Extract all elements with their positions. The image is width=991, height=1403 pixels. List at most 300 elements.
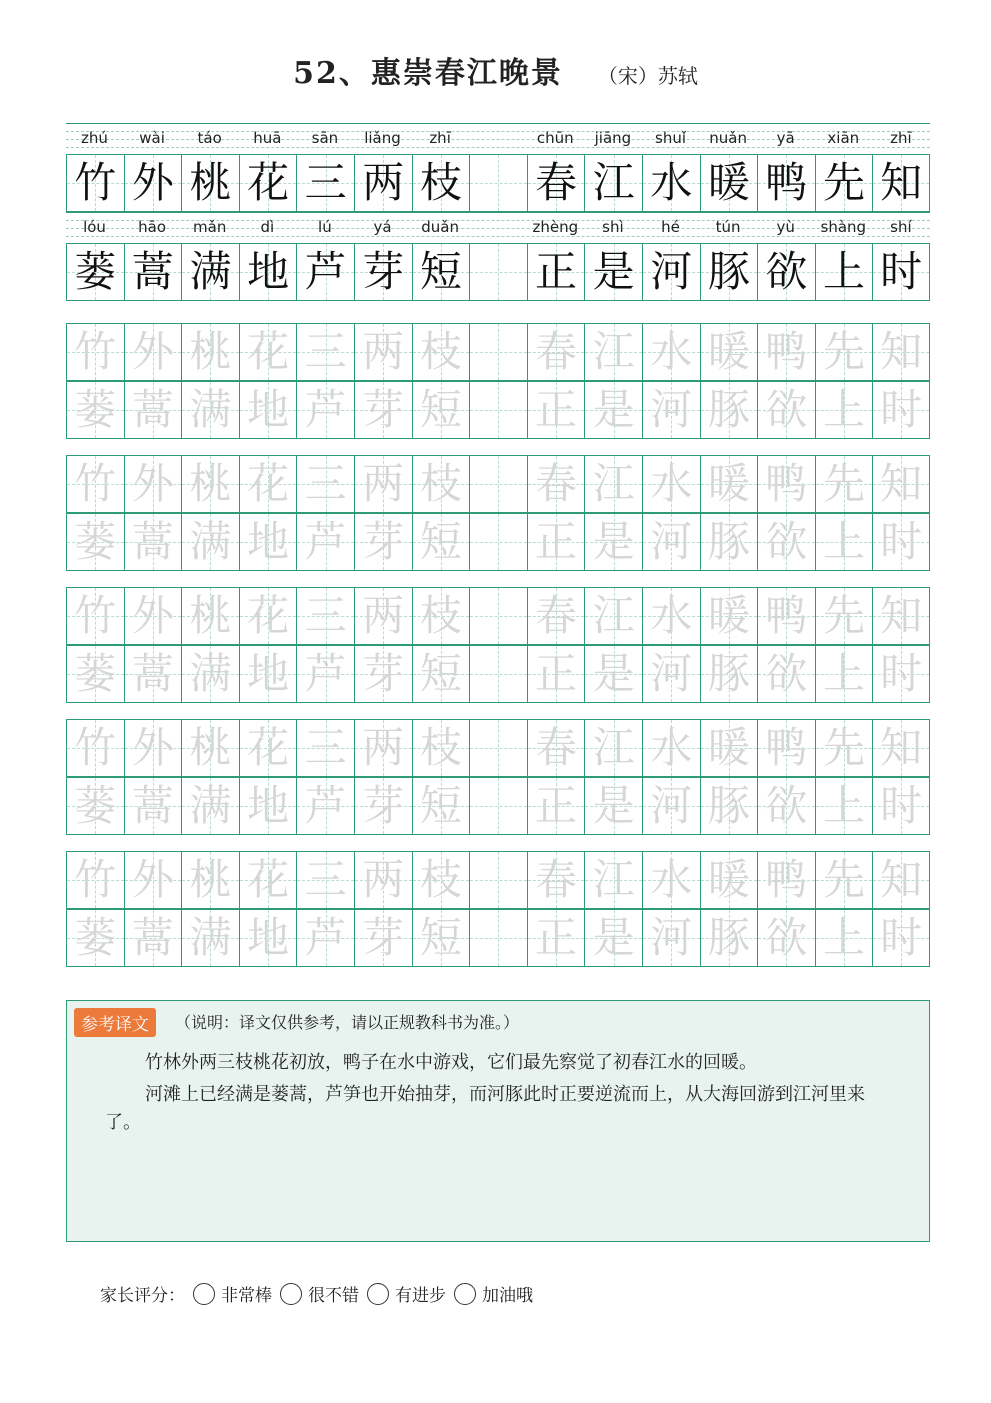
tracing-cell[interactable] [354, 588, 412, 644]
tracing-character: 蒌 [74, 781, 117, 830]
tracing-character: 暖 [707, 591, 750, 640]
character: 豚 [707, 247, 750, 296]
tracing-character: 鸭 [765, 855, 808, 904]
tracing-cell[interactable] [239, 324, 297, 380]
tracing-character: 鸭 [765, 327, 808, 376]
tracing-character: 竹 [74, 591, 117, 640]
tracing-character: 两 [362, 591, 405, 640]
tracing-cell[interactable] [181, 324, 239, 380]
tracing-character: 时 [880, 913, 923, 962]
character: 地 [247, 247, 290, 296]
tracing-cell[interactable] [412, 720, 470, 776]
tracing-cell[interactable] [354, 456, 412, 512]
tracing-character: 短 [419, 385, 462, 434]
tracing-cell[interactable] [181, 382, 239, 438]
tracing-cell[interactable] [124, 382, 182, 438]
tracing-cell[interactable] [469, 852, 527, 908]
character: 先 [823, 158, 866, 207]
tracing-character: 芽 [362, 781, 405, 830]
tracing-character: 先 [823, 855, 866, 904]
tracing-cell[interactable] [412, 382, 470, 438]
tracing-character: 花 [247, 591, 290, 640]
tracing-character: 正 [535, 781, 578, 830]
tracing-cell[interactable] [527, 910, 585, 966]
tracing-row [66, 777, 930, 835]
tracing-character: 水 [650, 855, 693, 904]
tracing-character: 三 [304, 459, 347, 508]
tracing-character: 时 [880, 781, 923, 830]
tracing-character: 知 [880, 459, 923, 508]
tracing-row [66, 851, 930, 909]
character-row [66, 243, 930, 301]
tracing-cell[interactable] [181, 514, 239, 570]
tracing-cell[interactable] [757, 646, 815, 702]
pinyin-syllable: liǎng [364, 129, 401, 147]
tracing-cell[interactable] [124, 646, 182, 702]
character: 竹 [74, 158, 117, 207]
tracing-character: 桃 [189, 855, 232, 904]
character-cell [124, 244, 182, 300]
tracing-character: 水 [650, 591, 693, 640]
tracing-cell[interactable] [757, 514, 815, 570]
tracing-cell[interactable] [296, 910, 354, 966]
tracing-cell[interactable] [757, 588, 815, 644]
tracing-cell[interactable] [872, 852, 930, 908]
tracing-row [66, 587, 930, 645]
tracing-cell[interactable] [527, 324, 585, 380]
tracing-cell[interactable] [296, 324, 354, 380]
tracing-cell[interactable] [412, 646, 470, 702]
tracing-cell[interactable] [642, 646, 700, 702]
tracing-character: 蒿 [131, 385, 174, 434]
tracing-character: 地 [247, 649, 290, 698]
tracing-cell[interactable] [584, 324, 642, 380]
tracing-cell[interactable] [412, 910, 470, 966]
tracing-cell[interactable] [239, 910, 297, 966]
tracing-cell[interactable] [239, 382, 297, 438]
tracing-cell[interactable] [584, 646, 642, 702]
character: 时 [880, 247, 923, 296]
character-cell [469, 244, 527, 300]
tracing-cell[interactable] [527, 646, 585, 702]
tracing-character: 花 [247, 327, 290, 376]
tracing-character: 外 [131, 327, 174, 376]
tracing-character: 豚 [707, 517, 750, 566]
tracing-cell[interactable] [584, 382, 642, 438]
tracing-cell[interactable] [642, 456, 700, 512]
character: 上 [823, 247, 866, 296]
tracing-cell[interactable] [642, 778, 700, 834]
tracing-cell[interactable] [239, 720, 297, 776]
tracing-cell[interactable] [815, 852, 873, 908]
tracing-cell[interactable] [181, 910, 239, 966]
pinyin-syllable: sān [311, 129, 339, 147]
page-title [0, 48, 991, 92]
tracing-cell[interactable] [757, 778, 815, 834]
tracing-character: 上 [823, 517, 866, 566]
tracing-cell[interactable] [296, 852, 354, 908]
tracing-cell[interactable] [584, 588, 642, 644]
tracing-character: 暖 [707, 723, 750, 772]
tracing-character: 蒌 [74, 517, 117, 566]
tracing-character: 两 [362, 723, 405, 772]
tracing-character: 鸭 [765, 459, 808, 508]
character: 是 [592, 247, 635, 296]
tracing-cell[interactable] [66, 646, 124, 702]
tracing-character: 春 [535, 591, 578, 640]
tracing-cell[interactable] [66, 852, 124, 908]
tracing-cell[interactable] [700, 910, 758, 966]
tracing-cell[interactable] [469, 778, 527, 834]
rating-option-4[interactable]: 加油哦 [454, 1281, 533, 1306]
tracing-cell[interactable] [584, 514, 642, 570]
tracing-character: 花 [247, 459, 290, 508]
tracing-cell[interactable] [124, 778, 182, 834]
pinyin-syllable: zhèng [532, 218, 579, 236]
tracing-cell[interactable] [872, 588, 930, 644]
tracing-cell[interactable] [700, 382, 758, 438]
tracing-cell[interactable] [412, 324, 470, 380]
tracing-character: 正 [535, 385, 578, 434]
tracing-cell[interactable] [757, 910, 815, 966]
tracing-cell[interactable] [181, 456, 239, 512]
tracing-character: 短 [419, 517, 462, 566]
tracing-cell[interactable] [354, 852, 412, 908]
tracing-cell[interactable] [239, 588, 297, 644]
tracing-cell[interactable] [181, 852, 239, 908]
pinyin-syllable: tún [715, 218, 741, 236]
tracing-cell[interactable] [354, 910, 412, 966]
tracing-cell[interactable] [642, 910, 700, 966]
character-cell [700, 244, 758, 300]
pinyin-syllable: lú [318, 218, 332, 236]
tracing-character: 桃 [189, 459, 232, 508]
tracing-cell[interactable] [239, 646, 297, 702]
tracing-cell[interactable] [584, 910, 642, 966]
tracing-cell[interactable] [469, 910, 527, 966]
tracing-cell[interactable] [527, 514, 585, 570]
tracing-character: 欲 [765, 913, 808, 962]
character-cell [66, 155, 124, 211]
tracing-cell[interactable] [469, 514, 527, 570]
character: 暖 [707, 158, 750, 207]
character-cell [757, 155, 815, 211]
tracing-character: 欲 [765, 781, 808, 830]
tracing-cell[interactable] [124, 588, 182, 644]
tracing-character: 桃 [189, 591, 232, 640]
tracing-cell[interactable] [642, 514, 700, 570]
tracing-character: 正 [535, 649, 578, 698]
tracing-character: 枝 [419, 459, 462, 508]
tracing-cell[interactable] [181, 588, 239, 644]
character-row [66, 154, 930, 212]
tracing-character: 竹 [74, 459, 117, 508]
tracing-cell[interactable] [354, 720, 412, 776]
tracing-character: 知 [880, 855, 923, 904]
tracing-character: 芽 [362, 385, 405, 434]
tracing-cell[interactable] [872, 778, 930, 834]
tracing-cell[interactable] [642, 588, 700, 644]
tracing-cell[interactable] [527, 588, 585, 644]
tracing-character: 花 [247, 855, 290, 904]
character-cell [354, 155, 412, 211]
tracing-cell[interactable] [354, 514, 412, 570]
character-cell [815, 155, 873, 211]
tracing-cell[interactable] [239, 852, 297, 908]
tracing-character: 是 [592, 385, 635, 434]
radio-circle-icon[interactable] [367, 1283, 389, 1305]
tracing-cell[interactable] [469, 382, 527, 438]
tracing-cell[interactable] [872, 514, 930, 570]
tracing-character: 欲 [765, 517, 808, 566]
tracing-character: 正 [535, 913, 578, 962]
tracing-cell[interactable] [527, 382, 585, 438]
tracing-cell[interactable] [815, 778, 873, 834]
pinyin-syllable: wài [139, 129, 165, 147]
tracing-character: 蒿 [131, 913, 174, 962]
character: 春 [535, 158, 578, 207]
tracing-character: 蒌 [74, 385, 117, 434]
tracing-cell[interactable] [412, 514, 470, 570]
tracing-character: 芽 [362, 649, 405, 698]
tracing-cell[interactable] [584, 720, 642, 776]
tracing-cell[interactable] [296, 720, 354, 776]
tracing-cell[interactable] [124, 324, 182, 380]
tracing-character: 春 [535, 327, 578, 376]
tracing-cell[interactable] [354, 382, 412, 438]
tracing-cell[interactable] [124, 514, 182, 570]
tracing-cell[interactable] [872, 324, 930, 380]
character: 短 [419, 247, 462, 296]
tracing-cell[interactable] [527, 852, 585, 908]
tracing-cell[interactable] [642, 720, 700, 776]
tracing-cell[interactable] [412, 456, 470, 512]
tracing-cell[interactable] [700, 852, 758, 908]
tracing-cell[interactable] [757, 382, 815, 438]
tracing-cell[interactable] [642, 852, 700, 908]
tracing-character: 短 [419, 781, 462, 830]
tracing-character: 地 [247, 385, 290, 434]
tracing-character: 满 [189, 781, 232, 830]
character-cell [181, 244, 239, 300]
tracing-cell[interactable] [354, 324, 412, 380]
tracing-cell[interactable] [66, 910, 124, 966]
tracing-character: 上 [823, 781, 866, 830]
tracing-character: 江 [592, 459, 635, 508]
tracing-cell[interactable] [815, 720, 873, 776]
pinyin-syllable: hé [661, 218, 680, 236]
tracing-character: 芦 [304, 913, 347, 962]
tracing-cell[interactable] [815, 588, 873, 644]
tracing-character: 满 [189, 913, 232, 962]
tracing-character: 竹 [74, 723, 117, 772]
tracing-cell[interactable] [296, 382, 354, 438]
tracing-cell[interactable] [239, 514, 297, 570]
pinyin-syllable: jiāng [594, 129, 632, 147]
character: 河 [650, 247, 693, 296]
tracing-cell[interactable] [354, 646, 412, 702]
tracing-character: 上 [823, 913, 866, 962]
poem-title: 52、惠崇春江晚景 [293, 56, 563, 91]
character-cell [124, 155, 182, 211]
tracing-cell[interactable] [181, 646, 239, 702]
tracing-character: 三 [304, 591, 347, 640]
tracing-cell[interactable] [700, 514, 758, 570]
tracing-cell[interactable] [700, 324, 758, 380]
tracing-cell[interactable] [815, 456, 873, 512]
tracing-cell[interactable] [815, 910, 873, 966]
tracing-character: 蒿 [131, 649, 174, 698]
tracing-cell[interactable] [584, 778, 642, 834]
tracing-cell[interactable] [66, 720, 124, 776]
character-cell [66, 244, 124, 300]
tracing-cell[interactable] [757, 324, 815, 380]
tracing-cell[interactable] [872, 382, 930, 438]
radio-circle-icon[interactable] [193, 1283, 215, 1305]
tracing-cell[interactable] [124, 910, 182, 966]
tracing-cell[interactable] [124, 720, 182, 776]
pinyin-syllable: shí [890, 218, 912, 236]
character: 满 [189, 247, 232, 296]
pinyin-syllable: shì [602, 218, 624, 236]
tracing-cell[interactable] [527, 778, 585, 834]
tracing-cell[interactable] [872, 910, 930, 966]
tracing-cell[interactable] [412, 778, 470, 834]
tracing-cell[interactable] [124, 852, 182, 908]
rating-option-3[interactable]: 有进步 [367, 1281, 446, 1306]
tracing-character: 时 [880, 385, 923, 434]
tracing-cell[interactable] [584, 456, 642, 512]
tracing-character: 竹 [74, 855, 117, 904]
character: 江 [592, 158, 635, 207]
tracing-character: 桃 [189, 327, 232, 376]
tracing-cell[interactable] [296, 588, 354, 644]
radio-circle-icon[interactable] [280, 1283, 302, 1305]
tracing-cell[interactable] [700, 646, 758, 702]
character-cell [239, 244, 297, 300]
tracing-cell[interactable] [700, 720, 758, 776]
character: 知 [880, 158, 923, 207]
pinyin-syllable: nuǎn [709, 129, 747, 147]
tracing-character: 河 [650, 781, 693, 830]
tracing-cell[interactable] [296, 456, 354, 512]
tracing-cell[interactable] [642, 382, 700, 438]
pinyin-syllable: zhú [81, 129, 108, 147]
tracing-cell[interactable] [124, 456, 182, 512]
tracing-cell[interactable] [469, 324, 527, 380]
tracing-character: 短 [419, 913, 462, 962]
tracing-cell[interactable] [66, 514, 124, 570]
tracing-cell[interactable] [296, 514, 354, 570]
pinyin-syllable: lóu [83, 218, 106, 236]
tracing-cell[interactable] [181, 778, 239, 834]
tracing-cell[interactable] [354, 778, 412, 834]
tracing-character: 桃 [189, 723, 232, 772]
pinyin-syllable: mǎn [193, 218, 227, 236]
tracing-cell[interactable] [527, 720, 585, 776]
tracing-cell[interactable] [66, 324, 124, 380]
tracing-cell[interactable] [757, 720, 815, 776]
tracing-cell[interactable] [296, 778, 354, 834]
pinyin-syllable: huā [253, 129, 282, 147]
pinyin-syllable: xiān [827, 129, 860, 147]
tracing-cell[interactable] [872, 456, 930, 512]
tracing-character: 豚 [707, 913, 750, 962]
tracing-cell[interactable] [815, 646, 873, 702]
tracing-character: 三 [304, 327, 347, 376]
tracing-character: 外 [131, 723, 174, 772]
tracing-cell[interactable] [239, 778, 297, 834]
tracing-cell[interactable] [66, 588, 124, 644]
tracing-character: 知 [880, 591, 923, 640]
tracing-cell[interactable] [412, 852, 470, 908]
radio-circle-icon[interactable] [454, 1283, 476, 1305]
tracing-cell[interactable] [700, 456, 758, 512]
translation-badge: 参考译文 [74, 1008, 156, 1037]
tracing-character: 枝 [419, 723, 462, 772]
rating-label: 家长评分： [100, 1286, 185, 1306]
tracing-character: 两 [362, 855, 405, 904]
tracing-cell[interactable] [66, 778, 124, 834]
tracing-character: 江 [592, 327, 635, 376]
tracing-cell[interactable] [872, 720, 930, 776]
tracing-cell[interactable] [527, 456, 585, 512]
tracing-cell[interactable] [239, 456, 297, 512]
translation-box [66, 1000, 930, 1242]
tracing-cell[interactable] [757, 456, 815, 512]
tracing-character: 两 [362, 459, 405, 508]
tracing-cell[interactable] [872, 646, 930, 702]
tracing-cell[interactable] [66, 456, 124, 512]
rating-option-2[interactable]: 很不错 [280, 1281, 359, 1306]
tracing-row [66, 381, 930, 439]
character-cell [412, 244, 470, 300]
tracing-cell[interactable] [757, 852, 815, 908]
rating-option-1[interactable]: 非常棒 [193, 1281, 272, 1306]
tracing-cell[interactable] [642, 324, 700, 380]
tracing-cell[interactable] [469, 456, 527, 512]
tracing-character: 三 [304, 855, 347, 904]
tracing-character: 芦 [304, 649, 347, 698]
tracing-character: 江 [592, 723, 635, 772]
character: 水 [650, 158, 693, 207]
tracing-cell[interactable] [700, 588, 758, 644]
tracing-cell[interactable] [296, 646, 354, 702]
tracing-cell[interactable] [815, 324, 873, 380]
tracing-cell[interactable] [815, 514, 873, 570]
tracing-character: 满 [189, 517, 232, 566]
tracing-cell[interactable] [469, 588, 527, 644]
tracing-character: 水 [650, 459, 693, 508]
tracing-character: 外 [131, 855, 174, 904]
tracing-character: 蒿 [131, 517, 174, 566]
tracing-cell[interactable] [815, 382, 873, 438]
pinyin-syllable: zhī [890, 129, 912, 147]
pinyin-syllable: yù [776, 218, 795, 236]
character-cell [296, 155, 354, 211]
tracing-cell[interactable] [469, 646, 527, 702]
tracing-character: 春 [535, 459, 578, 508]
tracing-cell[interactable] [469, 720, 527, 776]
tracing-row [66, 719, 930, 777]
tracing-cell[interactable] [66, 382, 124, 438]
tracing-cell[interactable] [700, 778, 758, 834]
tracing-character: 短 [419, 649, 462, 698]
tracing-cell[interactable] [181, 720, 239, 776]
tracing-cell[interactable] [412, 588, 470, 644]
tracing-cell[interactable] [584, 852, 642, 908]
character: 蒿 [131, 247, 174, 296]
